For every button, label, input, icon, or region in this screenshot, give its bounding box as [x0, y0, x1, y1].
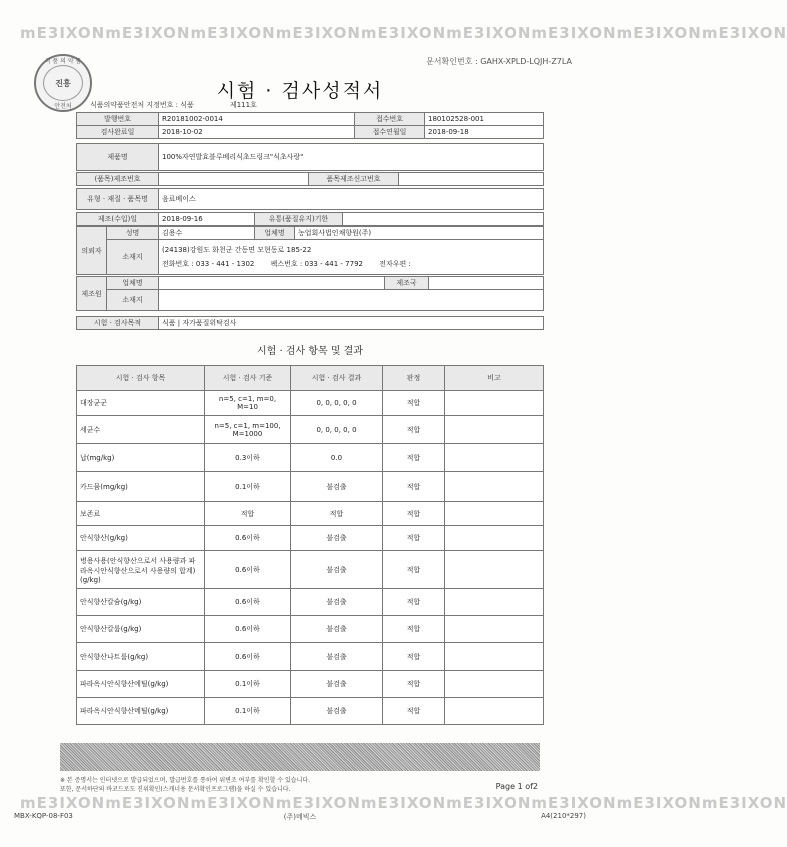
type-table [76, 188, 544, 210]
doc-confirm-label: 문서확인번호 : [426, 57, 478, 66]
watermark-banner-top: mE3IXONmE3IXONmE3IXONmE3IXONmE3IXONmE3IXONmE3IXONmE3IXONmE3IXON [20, 24, 787, 42]
result-value: 불검출 [291, 472, 383, 502]
purpose-label: 시험 · 검사목적 [77, 317, 159, 330]
table-row [77, 643, 544, 671]
verification-barcode [60, 743, 540, 771]
issue-no-label: 발행번호 [77, 113, 159, 126]
footer-form-code: MBX-KQP-08-F03 [14, 812, 73, 820]
result-standard: 0.6이하 [205, 551, 291, 589]
result-judgement: 적합 [383, 589, 445, 616]
result-remarks [445, 589, 544, 616]
result-judgement: 적합 [383, 526, 445, 551]
name-value: 김용수 [159, 227, 255, 240]
header-item: 시험 · 검사 항목 [77, 366, 205, 391]
watermark-banner-bottom: mE3IXONmE3IXONmE3IXONmE3IXONmE3IXONmE3IXONmE3IXONmE3IXONmE3IXON [20, 794, 787, 812]
maker-address-label: 소재지 [107, 290, 159, 311]
mfg-date-label: 제조(수입)일 [77, 213, 159, 226]
fax-value: 033 - 441 - 7792 [304, 260, 363, 268]
result-judgement: 적합 [383, 616, 445, 643]
product-value: 100%자연발효블루베리식초드링크"식초사랑" [159, 144, 544, 171]
receipt-date-label: 접수연월일 [355, 126, 425, 139]
table-row [77, 113, 544, 126]
result-item: 파라옥시안식향산메틸(g/kg) [77, 698, 205, 725]
table-row [77, 671, 544, 698]
contact-line [162, 259, 540, 269]
table-row [77, 416, 544, 444]
email-label: 전자우편 : [379, 260, 411, 268]
result-remarks [445, 416, 544, 444]
table-row [77, 126, 544, 139]
product-table [76, 143, 544, 171]
result-item: 안식향산나트륨(g/kg) [77, 643, 205, 671]
result-judgement: 적합 [383, 444, 445, 472]
type-value: 음료베이스 [159, 189, 544, 210]
result-remarks [445, 643, 544, 671]
seal-center-text: 진흥 [55, 78, 71, 88]
table-row [77, 589, 544, 616]
type-label: 유형 · 재질 · 품목명 [77, 189, 159, 210]
result-standard: 0.1이하 [205, 472, 291, 502]
result-standard: 적합 [205, 502, 291, 526]
address-value: (24138)강원도 화천군 간동면 모현동로 185-22 [162, 246, 312, 254]
result-judgement: 적합 [383, 698, 445, 725]
report-no-label: 품목제조신고번호 [309, 173, 399, 186]
result-standard: n=5, c=1, m=0, M=10 [205, 391, 291, 416]
results-table [76, 365, 544, 725]
results-header-row [77, 366, 544, 391]
phone-label: 전화번호 : [162, 260, 194, 268]
result-standard: 0.1이하 [205, 671, 291, 698]
result-standard: 0.6이하 [205, 643, 291, 671]
result-item: 파라옥시안식향산에틸(g/kg) [77, 671, 205, 698]
result-standard: 0.6이하 [205, 589, 291, 616]
result-value: 불검출 [291, 616, 383, 643]
country-label: 제조국 [385, 277, 429, 290]
maker-label: 제조원 [77, 277, 107, 311]
maker-company-value [159, 277, 385, 290]
mfg-no-value [159, 173, 309, 186]
result-standard: 0.1이하 [205, 698, 291, 725]
result-judgement: 적합 [383, 391, 445, 416]
header-result: 시험 · 검사 결과 [291, 366, 383, 391]
purpose-value: 식품 | 자가품질위탁검사 [159, 317, 544, 330]
table-row [77, 213, 544, 226]
table-row [77, 698, 544, 725]
result-judgement: 적합 [383, 551, 445, 589]
result-item: 안식향산칼슘(g/kg) [77, 589, 205, 616]
result-standard: 0.6이하 [205, 526, 291, 551]
maker-company-label: 업체명 [107, 277, 159, 290]
table-row [77, 290, 544, 311]
result-item: 납(mg/kg) [77, 444, 205, 472]
seal-top-text: 식 품 의 약 품 [44, 58, 82, 65]
receipt-no-value: 180102528-001 [425, 113, 544, 126]
footer-company: (주)메빅스 [283, 813, 317, 821]
page-title: 시험 · 검사성적서 [216, 80, 384, 102]
table-row [77, 240, 544, 275]
result-value: 불검출 [291, 643, 383, 671]
result-item: 안식향산(g/kg) [77, 526, 205, 551]
fax-label: 팩스번호 : [270, 260, 303, 268]
result-value: 적합 [291, 502, 383, 526]
result-remarks [445, 502, 544, 526]
result-remarks [445, 698, 544, 725]
expiry-value [343, 213, 544, 226]
result-remarks [445, 671, 544, 698]
table-row [77, 277, 544, 290]
client-table [76, 226, 544, 275]
result-standard: 0.3이하 [205, 444, 291, 472]
table-row [77, 391, 544, 416]
result-value: 불검출 [291, 698, 383, 725]
header-judgement: 판정 [383, 366, 445, 391]
table-row [77, 227, 544, 240]
result-remarks [445, 551, 544, 589]
designation-line [90, 100, 257, 110]
result-judgement: 적합 [383, 472, 445, 502]
report-no-value [399, 173, 544, 186]
client-label: 의뢰자 [77, 227, 107, 275]
company-label: 업체명 [255, 227, 295, 240]
maker-table [76, 276, 544, 311]
footer-paper-size: A4(210*297) [541, 812, 586, 820]
results-title: 시험 · 검사 항목 및 결과 [256, 346, 363, 357]
expiry-label: 유통(품질유지)기한 [255, 213, 343, 226]
notice-line-1: ※ 본 증명서는 인터넷으로 발급되었으며, 발급번호를 통하여 위변조 여부를 확인할 수 있습니다. [60, 777, 311, 784]
mfg-table [76, 172, 544, 186]
result-value: 불검출 [291, 671, 383, 698]
table-row [77, 444, 544, 472]
table-row [77, 551, 544, 589]
date-table [76, 212, 544, 226]
address-label: 소재지 [107, 240, 159, 275]
purpose-table [76, 316, 544, 330]
result-remarks [445, 616, 544, 643]
result-value: 0, 0, 0, 0, 0 [291, 416, 383, 444]
result-item: 보존료 [77, 502, 205, 526]
result-value: 불검출 [291, 589, 383, 616]
maker-address-value [159, 290, 544, 311]
result-judgement: 적합 [383, 502, 445, 526]
country-value [429, 277, 544, 290]
receipt-no-label: 접수번호 [355, 113, 425, 126]
table-row [77, 616, 544, 643]
result-value: 0, 0, 0, 0, 0 [291, 391, 383, 416]
info-table-top [76, 112, 544, 139]
table-row [77, 173, 544, 186]
result-remarks [445, 444, 544, 472]
result-standard: 0.6이하 [205, 616, 291, 643]
table-row [77, 189, 544, 210]
address-cell [159, 240, 544, 275]
page-number: Page 1 of2 [495, 782, 538, 791]
result-judgement: 적합 [383, 416, 445, 444]
notice-line-2: 또한, 문서하단의 바코드로도 진위확인(스캐너용 문서확인프로그램)을 하실 수 있습니다. [60, 786, 291, 793]
phone-value: 033 - 441 - 1302 [195, 260, 255, 268]
designation-number: 제111호 [229, 101, 257, 109]
issue-no-value: R20181002-0014 [159, 113, 355, 126]
result-item: 대장균군 [77, 391, 205, 416]
mfg-no-label: (품목)제조번호 [77, 173, 159, 186]
table-row [77, 526, 544, 551]
result-judgement: 적합 [383, 671, 445, 698]
table-row [77, 144, 544, 171]
table-row [77, 472, 544, 502]
result-value: 불검출 [291, 551, 383, 589]
name-label: 성명 [107, 227, 159, 240]
result-remarks [445, 472, 544, 502]
product-label: 제품명 [77, 144, 159, 171]
receipt-date-value: 2018-09-18 [425, 126, 544, 139]
done-date-value: 2018-10-02 [159, 126, 355, 139]
result-remarks [445, 391, 544, 416]
company-value: 농업회사법인채향원(주) [295, 227, 544, 240]
result-item: 안식향산칼륨(g/kg) [77, 616, 205, 643]
table-row [77, 502, 544, 526]
result-item: 카드뮴(mg/kg) [77, 472, 205, 502]
result-standard: n=5, c=1, m=100, M=1000 [205, 416, 291, 444]
result-value: 불검출 [291, 526, 383, 551]
result-item: 세균수 [77, 416, 205, 444]
done-date-label: 검사완료일 [77, 126, 159, 139]
seal-bottom-text: 안전처 [54, 103, 72, 110]
result-value: 0.0 [291, 444, 383, 472]
table-row [77, 317, 544, 330]
result-item: 병용사용(안식향산으로서 사용량과 파라옥시안식향산으로서 사용량의 합계)(g/kg) [77, 551, 205, 589]
designation-text: 식품의약품안전처 지정번호 : 식품 [90, 101, 194, 109]
header-remarks: 비고 [445, 366, 544, 391]
document-confirm-number [426, 56, 572, 67]
header-standard: 시험 · 검사 기준 [205, 366, 291, 391]
result-judgement: 적합 [383, 643, 445, 671]
doc-confirm-value: GAHX-XPLD-LQJH-Z7LA [480, 57, 572, 66]
result-remarks [445, 526, 544, 551]
mfg-date-value: 2018-09-16 [159, 213, 255, 226]
